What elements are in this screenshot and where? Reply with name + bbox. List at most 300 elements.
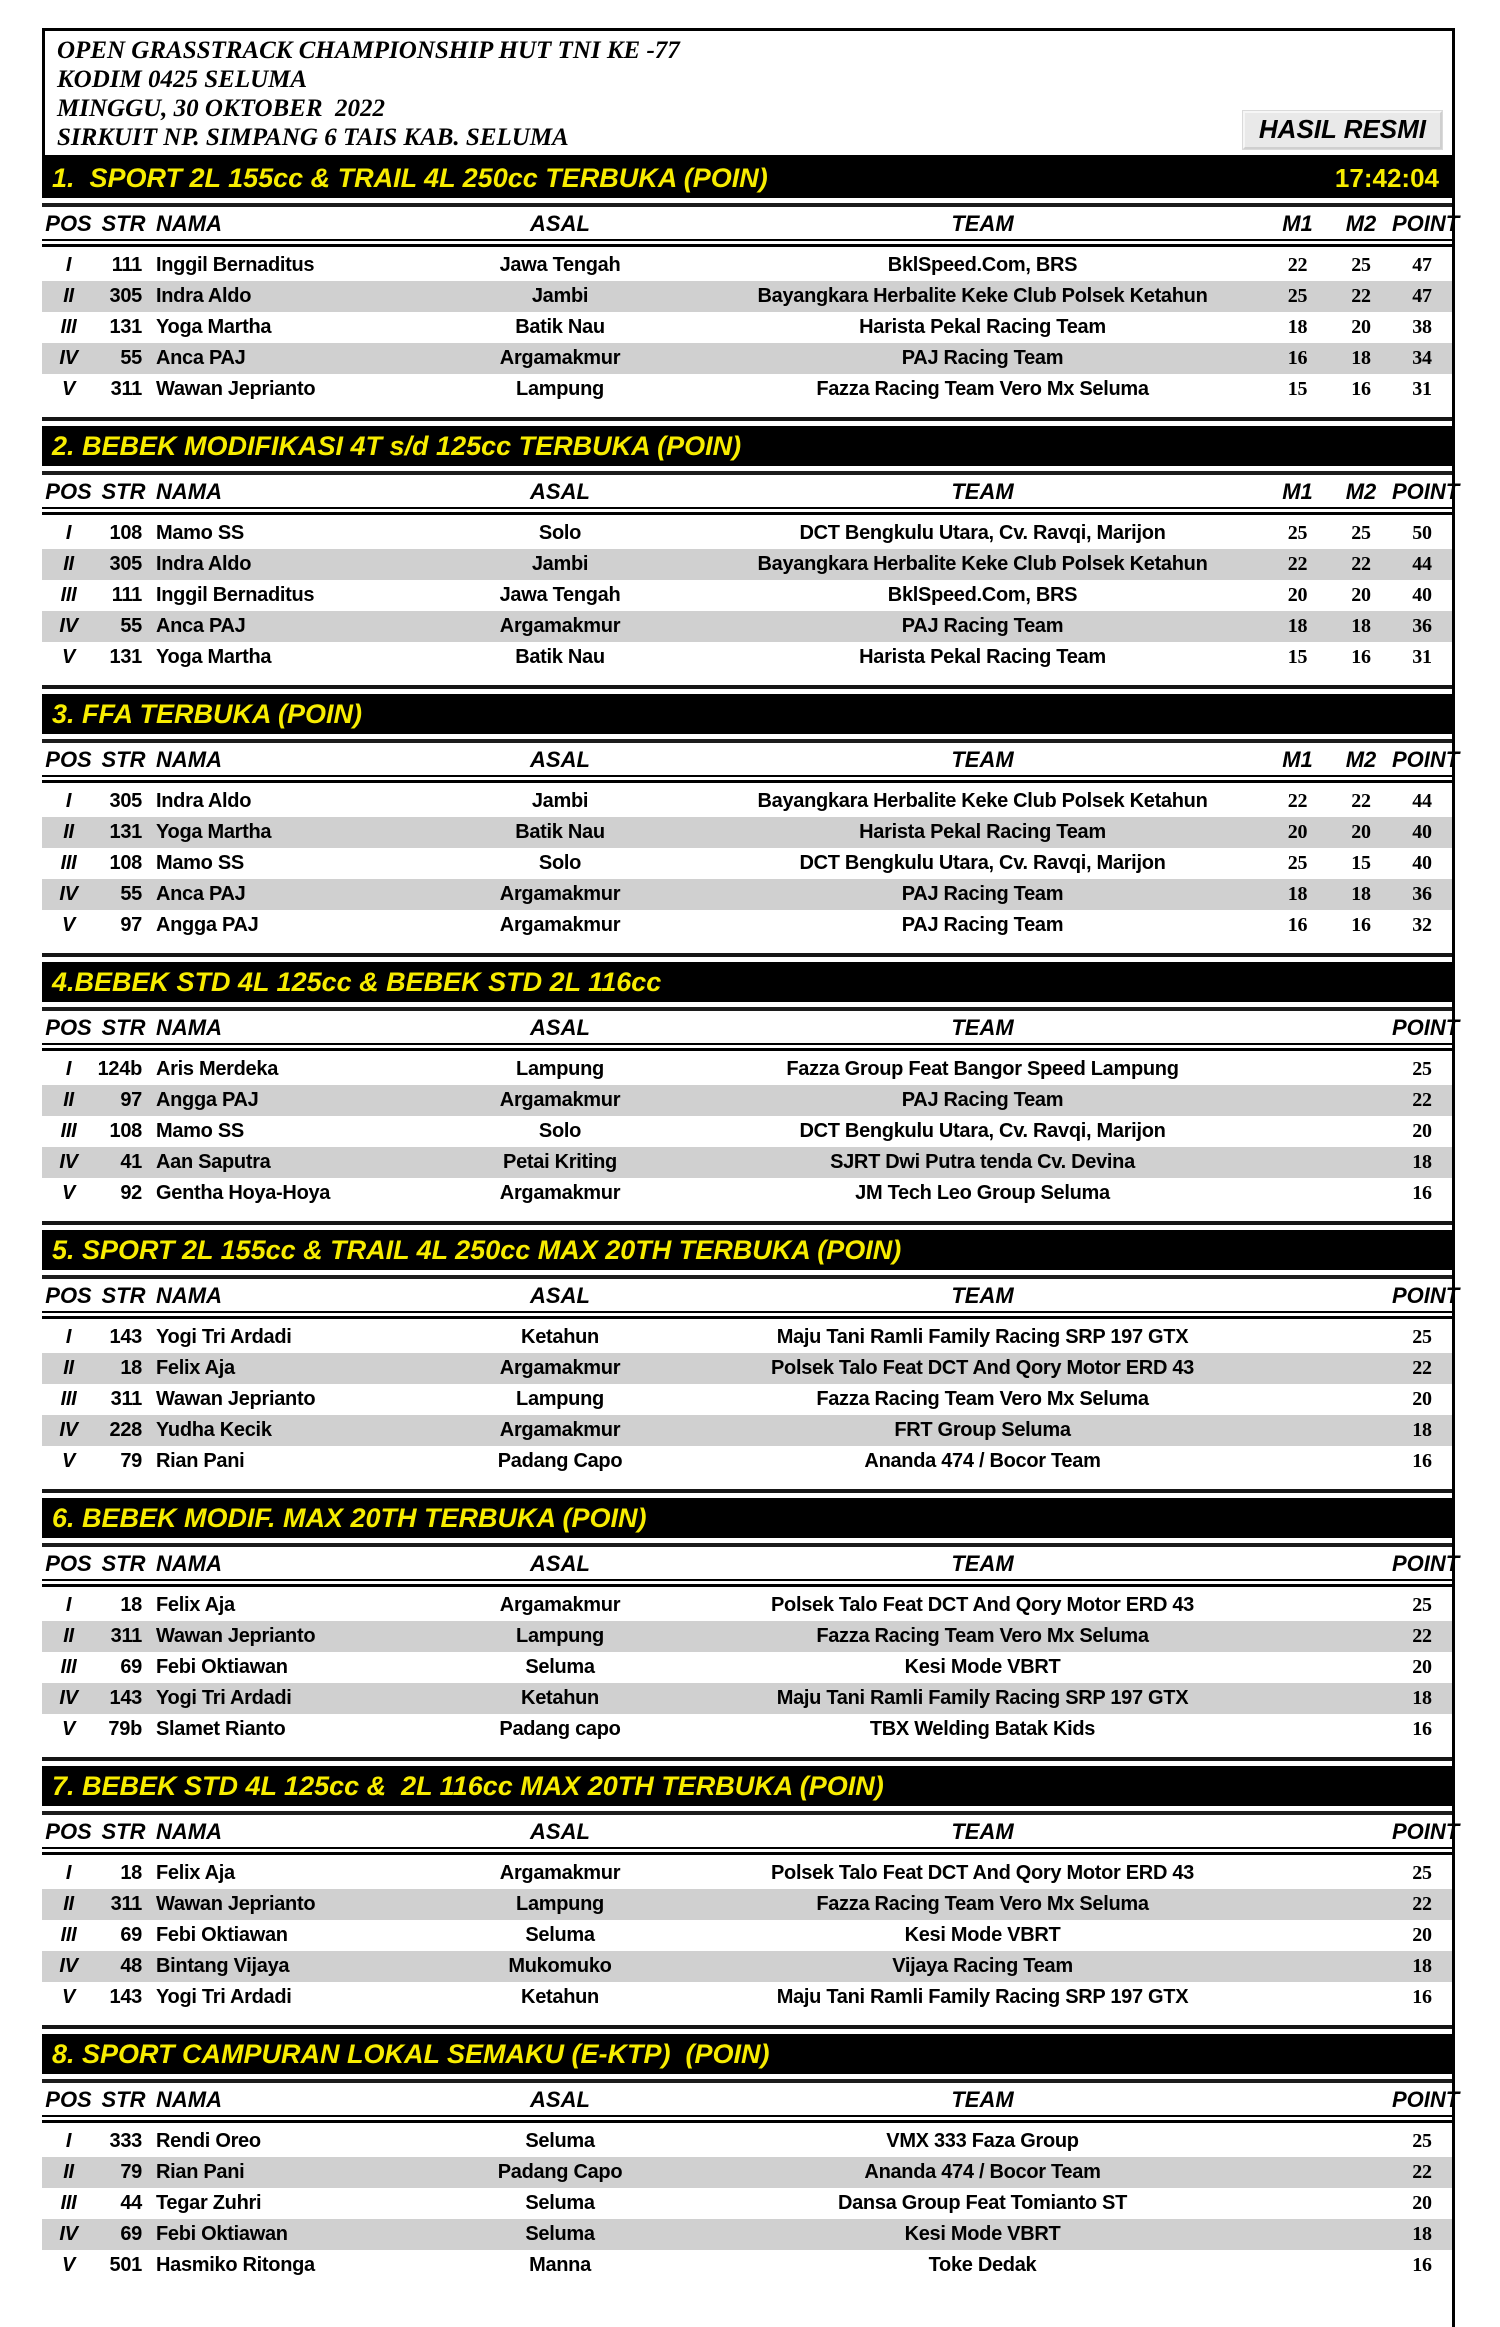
- str-cell: 143: [109, 1986, 142, 2008]
- asal-cell: Argamakmur: [499, 1419, 621, 1441]
- section-title-bar: [42, 962, 1455, 1002]
- team-cell: DCT Bengkulu Utara, Cv. Ravqi, Marijon: [799, 1120, 1166, 1142]
- asal-cell: Argamakmur: [499, 1594, 621, 1616]
- table-row: [42, 1116, 1452, 1147]
- pos-cell: IV: [59, 2223, 78, 2245]
- table-row: [42, 250, 1452, 281]
- rows-container: [42, 2126, 1452, 2281]
- col-header-nama: NAMA: [156, 1015, 222, 1040]
- event-title: OPEN GRASSTRACK CHAMPIONSHIP HUT TNI KE -77: [57, 37, 680, 64]
- m2-cell: 20: [1351, 584, 1371, 606]
- pos-cell: V: [61, 1718, 76, 1740]
- asal-cell: Batik Nau: [515, 821, 605, 843]
- section-title: 6. BEBEK MODIF. MAX 20TH TERBUKA (POIN): [52, 1502, 647, 1533]
- m2-cell: 16: [1351, 914, 1371, 936]
- point-cell: 20: [1412, 1388, 1432, 1410]
- table-row: [42, 1590, 1452, 1621]
- point-cell: 18: [1412, 1955, 1432, 1977]
- nama-cell: Rian Pani: [156, 2161, 245, 2183]
- nama-cell: Bintang Vijaya: [156, 1955, 290, 1977]
- section-gap: [42, 1209, 1452, 1215]
- section-top-rule: [42, 1757, 1452, 1761]
- point-cell: 16: [1412, 2254, 1432, 2276]
- nama-cell: Yoga Martha: [156, 316, 272, 338]
- table-row: [42, 879, 1452, 910]
- point-cell: 31: [1412, 378, 1432, 400]
- table-row: [42, 580, 1452, 611]
- nama-cell: Febi Oktiawan: [156, 2223, 288, 2245]
- nama-cell: Felix Aja: [156, 1594, 235, 1616]
- asal-cell: Argamakmur: [499, 1357, 621, 1379]
- point-cell: 16: [1412, 1718, 1432, 1740]
- col-header-m2: M2: [1345, 747, 1377, 772]
- col-header-pos: POS: [45, 747, 92, 772]
- nama-cell: Yudha Kecik: [156, 1419, 272, 1441]
- col-header-team: TEAM: [951, 1283, 1014, 1308]
- asal-cell: Mukomuko: [508, 1955, 612, 1977]
- col-header-team: TEAM: [951, 1819, 1014, 1844]
- table-row: [42, 1384, 1452, 1415]
- col-header-point: POINT: [1392, 479, 1460, 504]
- pos-cell: V: [61, 914, 76, 936]
- nama-cell: Yoga Martha: [156, 821, 272, 843]
- bar-bottom-rule: [42, 1543, 1452, 1547]
- point-cell: 22: [1412, 1089, 1432, 1111]
- pos-cell: V: [61, 1986, 76, 2008]
- asal-cell: Lampung: [516, 1893, 604, 1915]
- section-title-bar: [42, 1498, 1455, 1538]
- column-header-row: [42, 209, 1460, 239]
- point-cell: 40: [1412, 821, 1432, 843]
- table-row: [42, 2219, 1452, 2250]
- point-cell: 18: [1412, 1419, 1432, 1441]
- result-section: [42, 158, 1460, 411]
- nama-cell: Mamo SS: [156, 522, 244, 544]
- team-cell: Maju Tani Ramli Family Racing SRP 197 GTX: [776, 1326, 1189, 1348]
- m1-cell: 18: [1287, 316, 1308, 338]
- table-row: [42, 343, 1452, 374]
- str-cell: 311: [110, 1625, 142, 1647]
- asal-cell: Argamakmur: [499, 1862, 621, 1884]
- str-cell: 124b: [97, 1058, 142, 1080]
- table-row: [42, 1858, 1452, 1889]
- col-header-point: POINT: [1392, 1283, 1460, 1308]
- team-cell: Kesi Mode VBRT: [904, 1656, 1061, 1678]
- rows-container: [42, 518, 1452, 673]
- point-cell: 22: [1412, 1625, 1432, 1647]
- bar-bottom-rule: [42, 1275, 1452, 1279]
- table-row: [42, 1889, 1452, 1920]
- team-cell: Bayangkara Herbalite Keke Club Polsek Ketahun: [757, 285, 1208, 307]
- team-cell: BklSpeed.Com, BRS: [887, 584, 1078, 606]
- nama-cell: Anca PAJ: [156, 347, 246, 369]
- pos-cell: V: [61, 378, 76, 400]
- pos-cell: I: [65, 1594, 72, 1616]
- str-cell: 108: [109, 522, 142, 544]
- section-gap: [42, 941, 1452, 947]
- nama-cell: Indra Aldo: [156, 553, 252, 575]
- m2-cell: 18: [1351, 883, 1371, 905]
- asal-cell: Jambi: [531, 285, 589, 307]
- str-cell: 311: [110, 1893, 142, 1915]
- table-row: [42, 1621, 1452, 1652]
- asal-cell: Seluma: [525, 2223, 595, 2245]
- str-cell: 79: [120, 2161, 142, 2183]
- pos-cell: IV: [59, 883, 78, 905]
- col-header-m1: M1: [1282, 479, 1313, 504]
- table-row: [42, 1322, 1452, 1353]
- asal-cell: Jambi: [531, 553, 589, 575]
- section-top-rule: [42, 685, 1452, 689]
- bar-bottom-rule: [42, 203, 1452, 207]
- asal-cell: Lampung: [516, 1625, 604, 1647]
- col-header-nama: NAMA: [156, 1819, 222, 1844]
- col-header-nama: NAMA: [156, 211, 222, 236]
- point-cell: 25: [1412, 1326, 1432, 1348]
- team-cell: Kesi Mode VBRT: [904, 1924, 1061, 1946]
- col-header-asal: ASAL: [530, 1551, 590, 1576]
- m2-cell: 22: [1351, 790, 1371, 812]
- asal-cell: Jawa Tengah: [499, 584, 621, 606]
- result-section: [42, 417, 1460, 679]
- col-header-pos: POS: [45, 1551, 92, 1576]
- str-cell: 131: [109, 646, 142, 668]
- asal-cell: Lampung: [516, 1388, 604, 1410]
- m1-cell: 15: [1287, 646, 1308, 668]
- col-header-team: TEAM: [951, 747, 1014, 772]
- m1-cell: 25: [1287, 522, 1308, 544]
- point-cell: 44: [1412, 790, 1432, 812]
- table-row: [42, 1951, 1452, 1982]
- team-cell: Fazza Racing Team Vero Mx Seluma: [816, 1625, 1149, 1647]
- rows-container: [42, 250, 1452, 405]
- nama-cell: Anca PAJ: [156, 883, 246, 905]
- team-cell: Ananda 474 / Bocor Team: [864, 2161, 1101, 2183]
- section-top-rule: [42, 417, 1452, 421]
- pos-cell: II: [63, 1089, 74, 1111]
- point-cell: 16: [1412, 1986, 1432, 2008]
- nama-cell: Rendi Oreo: [156, 2130, 261, 2152]
- asal-cell: Argamakmur: [499, 1182, 621, 1204]
- section-top-rule: [42, 2025, 1452, 2029]
- team-cell: SJRT Dwi Putra tenda Cv. Devina: [830, 1151, 1135, 1173]
- str-cell: 333: [109, 2130, 142, 2152]
- team-cell: Bayangkara Herbalite Keke Club Polsek Ketahun: [757, 790, 1208, 812]
- str-cell: 55: [120, 347, 142, 369]
- section-title-bar: [42, 158, 1455, 198]
- team-cell: DCT Bengkulu Utara, Cv. Ravqi, Marijon: [799, 852, 1166, 874]
- header-double-rule: [42, 1043, 1452, 1051]
- team-cell: TBX Welding Batak Kids: [869, 1718, 1096, 1740]
- col-header-team: TEAM: [951, 2087, 1014, 2112]
- team-cell: Fazza Racing Team Vero Mx Seluma: [816, 378, 1149, 400]
- point-cell: 16: [1412, 1450, 1432, 1472]
- point-cell: 25: [1412, 1862, 1432, 1884]
- col-header-pos: POS: [45, 1283, 92, 1308]
- col-header-pos: POS: [45, 1819, 92, 1844]
- point-cell: 18: [1412, 1687, 1432, 1709]
- pos-cell: IV: [59, 347, 78, 369]
- column-header-row: [42, 2085, 1460, 2115]
- col-header-team: TEAM: [951, 479, 1014, 504]
- str-cell: 92: [120, 1182, 142, 1204]
- bar-bottom-rule: [42, 2079, 1452, 2083]
- pos-cell: II: [63, 553, 74, 575]
- rows-container: [42, 1590, 1452, 1745]
- nama-cell: Aris Merdeka: [156, 1058, 279, 1080]
- pos-cell: III: [60, 1388, 77, 1410]
- pos-cell: V: [61, 2254, 76, 2276]
- asal-cell: Ketahun: [521, 1687, 599, 1709]
- nama-cell: Indra Aldo: [156, 285, 252, 307]
- table-row: [42, 1683, 1452, 1714]
- col-header-m1: M1: [1282, 211, 1313, 236]
- pos-cell: III: [60, 1120, 77, 1142]
- section-title: 5. SPORT 2L 155cc & TRAIL 4L 250cc MAX 20TH TERBUKA (POIN): [52, 1234, 902, 1265]
- point-cell: 50: [1412, 522, 1432, 544]
- str-cell: 18: [120, 1357, 142, 1379]
- m1-cell: 25: [1287, 852, 1308, 874]
- col-header-asal: ASAL: [530, 479, 590, 504]
- table-row: [42, 1652, 1452, 1683]
- pos-cell: III: [60, 316, 77, 338]
- m2-cell: 15: [1351, 852, 1371, 874]
- table-row: [42, 374, 1452, 405]
- section-title: 1. SPORT 2L 155cc & TRAIL 4L 250cc TERBUKA (POIN): [52, 162, 768, 193]
- col-header-str: STR: [101, 1015, 146, 1040]
- section-title: 7. BEBEK STD 4L 125cc & 2L 116cc MAX 20TH TERBUKA (POIN): [52, 1770, 884, 1801]
- team-cell: PAJ Racing Team: [901, 914, 1064, 936]
- team-cell: Bayangkara Herbalite Keke Club Polsek Ketahun: [757, 553, 1208, 575]
- str-cell: 48: [120, 1955, 142, 1977]
- section-gap: [42, 1745, 1452, 1751]
- m1-cell: 22: [1287, 553, 1308, 575]
- pos-cell: III: [60, 852, 77, 874]
- section-top-rule: [42, 1489, 1452, 1493]
- table-row: [42, 2157, 1452, 2188]
- m2-cell: 22: [1351, 553, 1371, 575]
- str-cell: 69: [120, 1924, 142, 1946]
- pos-cell: IV: [59, 1419, 78, 1441]
- m1-cell: 20: [1287, 821, 1308, 843]
- section-title: 8. SPORT CAMPURAN LOKAL SEMAKU (E-KTP) (POIN): [52, 2038, 770, 2069]
- nama-cell: Yogi Tri Ardadi: [156, 1687, 292, 1709]
- col-header-str: STR: [101, 1819, 146, 1844]
- team-cell: JM Tech Leo Group Seluma: [855, 1182, 1110, 1204]
- header-double-rule: [42, 507, 1452, 515]
- table-row: [42, 1085, 1452, 1116]
- pos-cell: II: [63, 821, 74, 843]
- col-header-point: POINT: [1392, 211, 1460, 236]
- m2-cell: 16: [1351, 646, 1371, 668]
- table-row: [42, 1054, 1452, 1085]
- point-cell: 36: [1412, 615, 1432, 637]
- section-title: 3. FFA TERBUKA (POIN): [52, 698, 362, 729]
- table-row: [42, 1920, 1452, 1951]
- section-title-bar: [42, 1766, 1455, 1806]
- team-cell: PAJ Racing Team: [901, 347, 1064, 369]
- str-cell: 97: [120, 1089, 142, 1111]
- table-row: [42, 786, 1452, 817]
- m2-cell: 20: [1351, 821, 1371, 843]
- event-location: SIRKUIT NP. SIMPANG 6 TAIS KAB. SELUMA: [57, 124, 569, 151]
- asal-cell: Seluma: [525, 1924, 595, 1946]
- table-row: [42, 1178, 1452, 1209]
- str-cell: 501: [109, 2254, 142, 2276]
- result-section: [42, 685, 1460, 947]
- pos-cell: I: [65, 2130, 72, 2152]
- asal-cell: Ketahun: [521, 1326, 599, 1348]
- team-cell: Kesi Mode VBRT: [904, 2223, 1061, 2245]
- team-cell: Vijaya Racing Team: [892, 1955, 1073, 1977]
- pos-cell: IV: [59, 1955, 78, 1977]
- table-row: [42, 1982, 1452, 2013]
- team-cell: PAJ Racing Team: [901, 883, 1064, 905]
- col-header-point: POINT: [1392, 1551, 1460, 1576]
- str-cell: 18: [120, 1862, 142, 1884]
- str-cell: 305: [109, 790, 142, 812]
- nama-cell: Yogi Tri Ardadi: [156, 1986, 292, 2008]
- pos-cell: IV: [59, 615, 78, 637]
- pos-cell: I: [65, 254, 72, 276]
- section-title-bar: [42, 1230, 1455, 1270]
- point-cell: 18: [1412, 2223, 1432, 2245]
- table-row: [42, 1147, 1452, 1178]
- nama-cell: Aan Saputra: [156, 1151, 271, 1173]
- pos-cell: II: [63, 1625, 74, 1647]
- column-header-row: [42, 1013, 1460, 1043]
- result-section: [42, 1221, 1460, 1483]
- m1-cell: 18: [1287, 883, 1308, 905]
- team-cell: Fazza Group Feat Bangor Speed Lampung: [786, 1058, 1179, 1080]
- result-section: [42, 1489, 1460, 1751]
- pos-cell: I: [65, 1326, 72, 1348]
- nama-cell: Indra Aldo: [156, 790, 252, 812]
- col-header-str: STR: [101, 211, 146, 236]
- table-row: [42, 642, 1452, 673]
- point-cell: 31: [1412, 646, 1432, 668]
- m2-cell: 16: [1351, 378, 1371, 400]
- column-header-row: [42, 1817, 1460, 1847]
- bar-bottom-rule: [42, 471, 1452, 475]
- point-cell: 25: [1412, 1058, 1432, 1080]
- point-cell: 38: [1412, 316, 1432, 338]
- team-cell: VMX 333 Faza Group: [886, 2130, 1079, 2152]
- str-cell: 143: [109, 1326, 142, 1348]
- nama-cell: Wawan Jeprianto: [156, 1893, 316, 1915]
- table-row: [42, 611, 1452, 642]
- official-result-button[interactable]: HASIL RESMI: [1243, 111, 1442, 149]
- team-cell: Ananda 474 / Bocor Team: [864, 1450, 1101, 1472]
- col-header-pos: POS: [45, 1015, 92, 1040]
- str-cell: 79: [120, 1450, 142, 1472]
- m1-cell: 18: [1287, 615, 1308, 637]
- section-gap: [42, 2281, 1452, 2287]
- team-cell: Polsek Talo Feat DCT And Qory Motor ERD 43: [770, 1357, 1195, 1379]
- nama-cell: Rian Pani: [156, 1450, 245, 1472]
- asal-cell: Manna: [529, 2254, 591, 2276]
- point-cell: 32: [1412, 914, 1432, 936]
- point-cell: 20: [1412, 2192, 1432, 2214]
- section-top-rule: [42, 953, 1452, 957]
- m2-cell: 22: [1351, 285, 1371, 307]
- nama-cell: Febi Oktiawan: [156, 1656, 288, 1678]
- nama-cell: Slamet Rianto: [156, 1718, 286, 1740]
- column-header-row: [42, 1281, 1460, 1311]
- str-cell: 131: [109, 821, 142, 843]
- asal-cell: Padang Capo: [497, 2161, 623, 2183]
- results-page: [42, 28, 1460, 2327]
- pos-cell: V: [61, 1182, 76, 1204]
- pos-cell: II: [63, 285, 74, 307]
- nama-cell: Inggil Bernaditus: [156, 254, 315, 276]
- pos-cell: III: [60, 2192, 77, 2214]
- str-cell: 111: [111, 584, 142, 606]
- bar-bottom-rule: [42, 1811, 1452, 1815]
- result-section: [42, 1757, 1460, 2019]
- team-cell: Fazza Racing Team Vero Mx Seluma: [816, 1893, 1149, 1915]
- table-row: [42, 910, 1452, 941]
- nama-cell: Inggil Bernaditus: [156, 584, 315, 606]
- m1-cell: 22: [1287, 254, 1308, 276]
- asal-cell: Seluma: [525, 2192, 595, 2214]
- col-header-m2: M2: [1345, 479, 1377, 504]
- section-gap: [42, 405, 1452, 411]
- table-row: [42, 2188, 1452, 2219]
- asal-cell: Argamakmur: [499, 615, 621, 637]
- col-header-str: STR: [101, 2087, 146, 2112]
- pos-cell: I: [65, 522, 72, 544]
- str-cell: 108: [109, 1120, 142, 1142]
- m2-cell: 20: [1351, 316, 1371, 338]
- table-row: [42, 1446, 1452, 1477]
- col-header-pos: POS: [45, 211, 92, 236]
- col-header-asal: ASAL: [530, 747, 590, 772]
- team-cell: Polsek Talo Feat DCT And Qory Motor ERD 43: [770, 1862, 1195, 1884]
- column-header-row: [42, 1549, 1460, 1579]
- asal-cell: Batik Nau: [515, 316, 605, 338]
- section-gap: [42, 2013, 1452, 2019]
- team-cell: Harista Pekal Racing Team: [859, 821, 1106, 843]
- pos-cell: III: [60, 584, 77, 606]
- team-cell: BklSpeed.Com, BRS: [887, 254, 1078, 276]
- col-header-nama: NAMA: [156, 2087, 222, 2112]
- str-cell: 311: [110, 378, 142, 400]
- m2-cell: 25: [1351, 254, 1371, 276]
- nama-cell: Wawan Jeprianto: [156, 378, 316, 400]
- str-cell: 69: [120, 1656, 142, 1678]
- str-cell: 143: [109, 1687, 142, 1709]
- col-header-nama: NAMA: [156, 747, 222, 772]
- col-header-team: TEAM: [951, 1551, 1014, 1576]
- point-cell: 18: [1412, 1151, 1432, 1173]
- col-header-nama: NAMA: [156, 1551, 222, 1576]
- section-title: 2. BEBEK MODIFIKASI 4T s/d 125cc TERBUKA (POIN): [52, 430, 742, 461]
- header-double-rule: [42, 1847, 1452, 1855]
- pos-cell: IV: [59, 1151, 78, 1173]
- nama-cell: Angga PAJ: [156, 914, 259, 936]
- team-cell: Harista Pekal Racing Team: [859, 646, 1106, 668]
- team-cell: Harista Pekal Racing Team: [859, 316, 1106, 338]
- header-double-rule: [42, 2115, 1452, 2123]
- col-header-point: POINT: [1392, 2087, 1460, 2112]
- pos-cell: II: [63, 2161, 74, 2183]
- str-cell: 111: [111, 254, 142, 276]
- nama-cell: Wawan Jeprianto: [156, 1625, 316, 1647]
- table-row: [42, 1415, 1452, 1446]
- nama-cell: Felix Aja: [156, 1862, 235, 1884]
- col-header-asal: ASAL: [530, 1819, 590, 1844]
